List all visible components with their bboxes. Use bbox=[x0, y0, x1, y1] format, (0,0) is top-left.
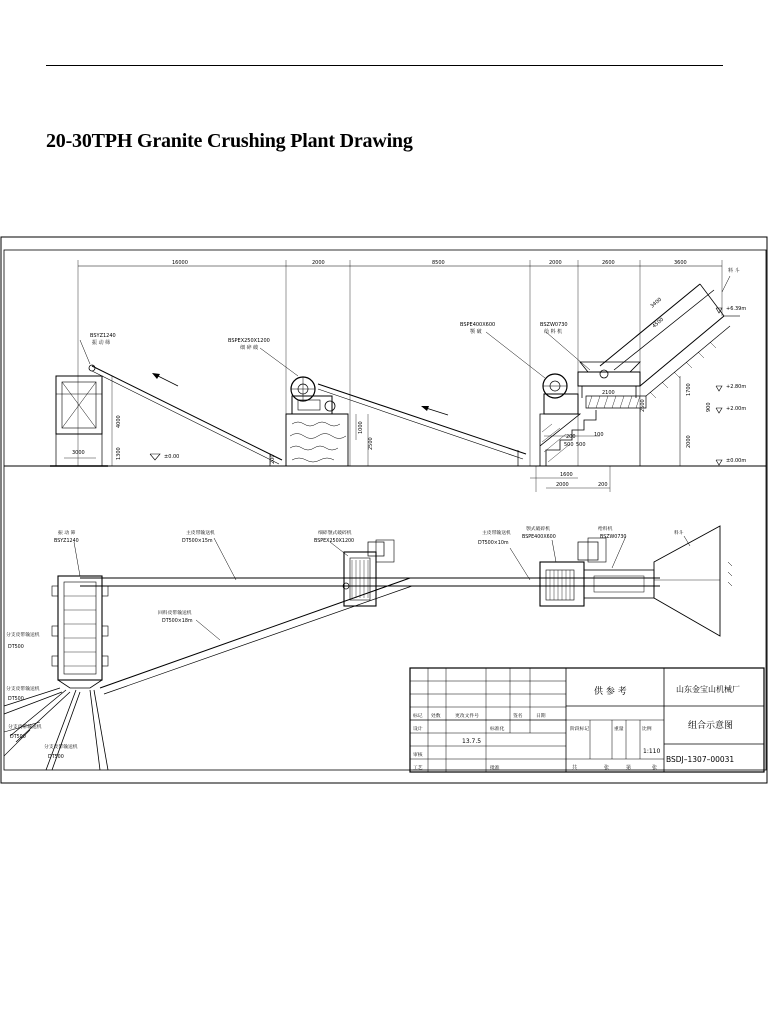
plan-coarse-jaw-name: 颚式破碎机 bbox=[526, 527, 550, 532]
plan-out-belt-4-name: 分支皮带输送机 bbox=[44, 745, 78, 750]
label-vib-feeder-model: BSZW0730 bbox=[540, 322, 568, 328]
dim-top-3: 8500 bbox=[432, 260, 445, 266]
label-hopper-name: 料 斗 bbox=[728, 268, 740, 274]
plan-return-belt-spec: DT500×18m bbox=[162, 619, 193, 624]
label-screen-name: 振 动 筛 bbox=[92, 340, 111, 346]
dim-top-5: 2600 bbox=[602, 260, 615, 266]
tb-scale: 1:110 bbox=[643, 748, 661, 755]
dim-top-6: 3600 bbox=[674, 260, 687, 266]
tb-bottom-no: 第 bbox=[626, 765, 632, 771]
tb-header-mark: 标记 bbox=[413, 714, 423, 719]
plan-fine-jaw-model: BSPEX250X1200 bbox=[314, 539, 355, 544]
plan-out-belt-2-spec: DT500 bbox=[8, 697, 24, 702]
tb-bottom-sheet: 张 bbox=[652, 765, 658, 771]
level-ground: ±0.00 bbox=[164, 454, 180, 460]
tb-drawing-name: 组合示意图 bbox=[688, 721, 734, 731]
tb-header-sign: 签名 bbox=[513, 714, 523, 719]
tb-header-count: 处数 bbox=[431, 714, 441, 719]
label-coarse-jaw-name: 颚 破 bbox=[470, 329, 482, 335]
tb-row-process: 工艺 bbox=[413, 766, 423, 771]
plan-hopper-name: 料斗 bbox=[674, 531, 684, 536]
dim-bottom-8: 500 bbox=[564, 442, 574, 448]
tb-mid-weight: 重量 bbox=[614, 727, 624, 732]
dim-vertical-3: 1000 bbox=[358, 421, 364, 434]
top-rule bbox=[46, 65, 723, 66]
plan-return-belt-name: 回料皮带输送机 bbox=[158, 611, 192, 616]
plan-second-belt-name: 主皮带输送机 bbox=[482, 531, 511, 536]
dim-bottom-7: 500 bbox=[576, 442, 586, 448]
tb-row-review: 审核 bbox=[413, 753, 423, 758]
dim-vertical-8: 900 bbox=[706, 402, 712, 412]
plan-coarse-jaw-model: BSPE400X600 bbox=[522, 535, 556, 540]
plan-out-belt-1-name: 分支皮带输送机 bbox=[6, 633, 40, 638]
tb-col-approve: 批准 bbox=[490, 766, 500, 771]
dim-vertical-1: 4000 bbox=[116, 415, 122, 428]
plan-out-belt-3-spec: DT500 bbox=[10, 735, 26, 740]
plan-main-belt-name: 主皮带输送机 bbox=[186, 531, 215, 536]
dim-incline-2: 4500 bbox=[651, 316, 666, 330]
plan-out-belt-4-spec: DT500 bbox=[48, 755, 64, 760]
dim-incline-3: 2100 bbox=[602, 390, 615, 396]
dim-bottom-1: 3000 bbox=[72, 450, 85, 456]
tb-header-file: 更改文件号 bbox=[455, 714, 479, 719]
plan-out-belt-3-name: 分支皮带输送机 bbox=[8, 725, 42, 730]
level-lower: +2.00m bbox=[726, 406, 747, 412]
plan-vib-feeder-model: BSZW0730 bbox=[600, 535, 627, 540]
dim-bottom-2: 1600 bbox=[560, 472, 573, 478]
label-vib-feeder-name: 给 料 机 bbox=[544, 329, 563, 335]
dim-bottom-5: 200 bbox=[566, 434, 576, 440]
dim-incline-1: 3400 bbox=[649, 296, 664, 310]
drawing-frame bbox=[1, 237, 767, 783]
tb-company: 山东金宝山机械厂 bbox=[676, 685, 740, 694]
label-fine-jaw-model: BSPEX250X1200 bbox=[228, 338, 270, 344]
label-fine-jaw-name: 细 碎 破 bbox=[240, 345, 259, 351]
tb-bottom-sheets: 张 bbox=[604, 765, 610, 771]
dim-top-2: 2000 bbox=[312, 260, 325, 266]
plan-vib-feeder-name: 给料机 bbox=[598, 527, 613, 532]
tb-drawing-number: BSDJ–1307–00031 bbox=[666, 755, 735, 764]
plant-drawing bbox=[0, 236, 768, 784]
dim-bottom-6: 100 bbox=[594, 432, 604, 438]
tb-col-standard: 标准化 bbox=[490, 727, 505, 732]
level-top: +6.39m bbox=[726, 306, 747, 312]
dim-vertical-7: 2000 bbox=[686, 435, 692, 448]
level-mid: +2.80m bbox=[726, 384, 747, 390]
plan-second-belt-spec: DT500×10m bbox=[478, 541, 509, 546]
plan-main-belt-spec: DT500×15m bbox=[182, 539, 213, 544]
dim-vertical-6: 1700 bbox=[686, 383, 692, 396]
dim-vertical-4: 2500 bbox=[368, 437, 374, 450]
document-title: 20-30TPH Granite Crushing Plant Drawing bbox=[46, 130, 413, 152]
label-screen-model: BSYZ1240 bbox=[90, 333, 116, 339]
tb-mid-scale: 比例 bbox=[642, 727, 652, 732]
dim-bottom-4: 2000 bbox=[556, 482, 569, 488]
plan-out-belt-2-name: 分支皮带输送机 bbox=[6, 687, 40, 692]
dim-vertical-5: 2500 bbox=[640, 399, 646, 412]
label-coarse-jaw-model: BSPE400X600 bbox=[460, 322, 496, 328]
dim-top-4: 2000 bbox=[549, 260, 562, 266]
plan-fine-jaw-name: 细碎颚式破碎机 bbox=[318, 531, 352, 536]
tb-date: 13.7.5 bbox=[462, 738, 482, 745]
plan-screen-name: 振 动 筛 bbox=[58, 531, 76, 536]
plan-out-belt-1-spec: DT500 bbox=[8, 645, 24, 650]
tb-stamp: 供 参 考 bbox=[594, 687, 627, 697]
level-ground-right: ±0.00m bbox=[726, 458, 747, 464]
dim-vertical-9: 200 bbox=[270, 454, 276, 464]
tb-row-design: 设计 bbox=[413, 727, 423, 732]
tb-header-date: 日期 bbox=[536, 714, 546, 719]
dim-top-1: 16000 bbox=[172, 260, 188, 266]
plan-screen-model: BSYZ1240 bbox=[54, 539, 79, 544]
tb-bottom-total: 共 bbox=[572, 765, 578, 771]
dim-vertical-2: 1300 bbox=[116, 447, 122, 460]
dim-bottom-3: 200 bbox=[598, 482, 608, 488]
tb-mid-stage: 阶段标记 bbox=[570, 727, 590, 732]
